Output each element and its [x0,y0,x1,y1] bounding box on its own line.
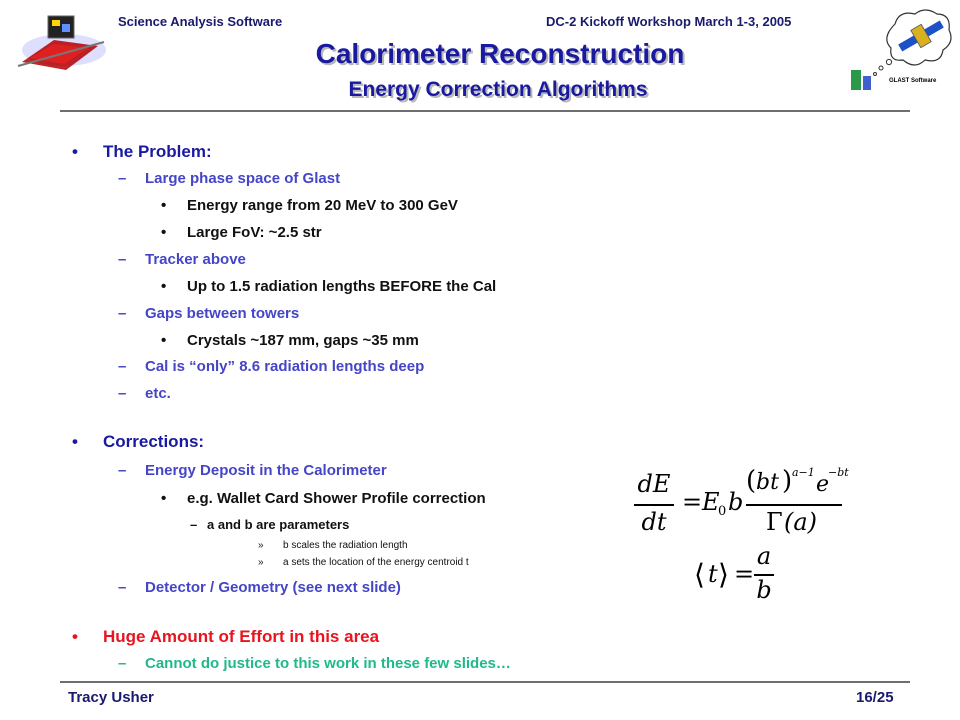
list-item: etc. [145,385,171,402]
dash: – [118,170,127,187]
list-item: a and b are parameters [207,517,350,532]
eq-a: a [756,542,772,570]
dash: – [118,655,127,672]
bullet: • [72,142,78,161]
list-item: Detector / Geometry (see next slide) [145,579,401,596]
eq-gamma: Γ [766,508,783,536]
list-item: Crystals ~187 mm, gaps ~35 mm [187,332,419,349]
eq-exp-bt: −bt [828,466,849,479]
bullet: • [161,224,167,241]
dash: – [118,579,127,596]
list-item: Cal is “only” 8.6 radiation lengths deep [145,358,425,375]
fraction-bar [634,504,674,506]
list-item: Large phase space of Glast [145,170,341,187]
eq-sub-0: 0 [718,504,727,519]
fraction-bar [746,504,842,506]
title-rule [60,110,910,112]
eq-bt: bt [756,470,779,495]
list-item: e.g. Wallet Card Shower Profile correction [187,490,486,507]
bullet: • [72,627,78,646]
bullet: • [72,432,78,451]
eq-equals: = [682,488,703,516]
small-bullet: » [258,540,264,551]
bullet: • [161,332,167,349]
page-title: Calorimeter Reconstruction [315,38,685,69]
dash: – [190,517,198,532]
list-item: Gaps between towers [145,305,300,322]
dash: – [118,251,127,268]
effort-heading: Huge Amount of Effort in this area [103,627,380,646]
dash: – [118,358,127,375]
list-item: Up to 1.5 radiation lengths BEFORE the Cal [187,278,497,295]
eq-e: e [816,472,830,497]
dash: – [118,462,127,479]
corrections-heading: Corrections: [103,432,205,451]
shower-profile-equation [632,466,849,540]
paren-close: ) [782,466,793,496]
list-item: Large FoV: ~2.5 str [187,224,322,241]
bullet: • [161,278,167,295]
list-item: b scales the radiation length [283,540,408,551]
list-item: Tracker above [145,251,246,268]
page-subtitle: Energy Correction Algorithms [348,78,648,101]
eq-exp-a: a−1 [792,466,815,479]
eq-t: t [708,560,718,588]
angle-open: ⟨ [694,558,705,591]
eq-b: b [756,576,772,604]
eq-denominator-dt: dt [641,508,667,536]
centroid-equation [694,542,784,608]
header-left: Science Analysis Software [118,14,283,29]
angle-close: ⟩ [718,558,729,591]
page-number: 16/25 [856,689,894,706]
eq-E: E [702,488,720,516]
eq-gamma-arg: (a) [784,508,818,536]
list-item: Energy range from 20 MeV to 300 GeV [187,197,458,214]
paren-open: ( [746,466,757,496]
dash: – [118,385,127,402]
bullet: • [161,197,167,214]
problem-heading: The Problem: [103,142,212,161]
eq-equals: = [734,560,755,588]
footer-author: Tracy Usher [68,689,154,706]
dash: – [118,305,127,322]
footer-rule [60,681,910,683]
list-item: Cannot do justice to this work in these few slides… [145,655,511,672]
glast-software-caption: GLAST Software [889,78,937,84]
list-item: a sets the location of the energy centroid t [283,557,469,568]
eq-numerator-dE: dE [637,470,671,498]
small-bullet: » [258,557,264,568]
eq-b: b [728,488,744,516]
bullet: • [161,490,167,507]
header-right: DC-2 Kickoff Workshop March 1-3, 2005 [546,14,792,29]
list-item: Energy Deposit in the Calorimeter [145,462,387,479]
